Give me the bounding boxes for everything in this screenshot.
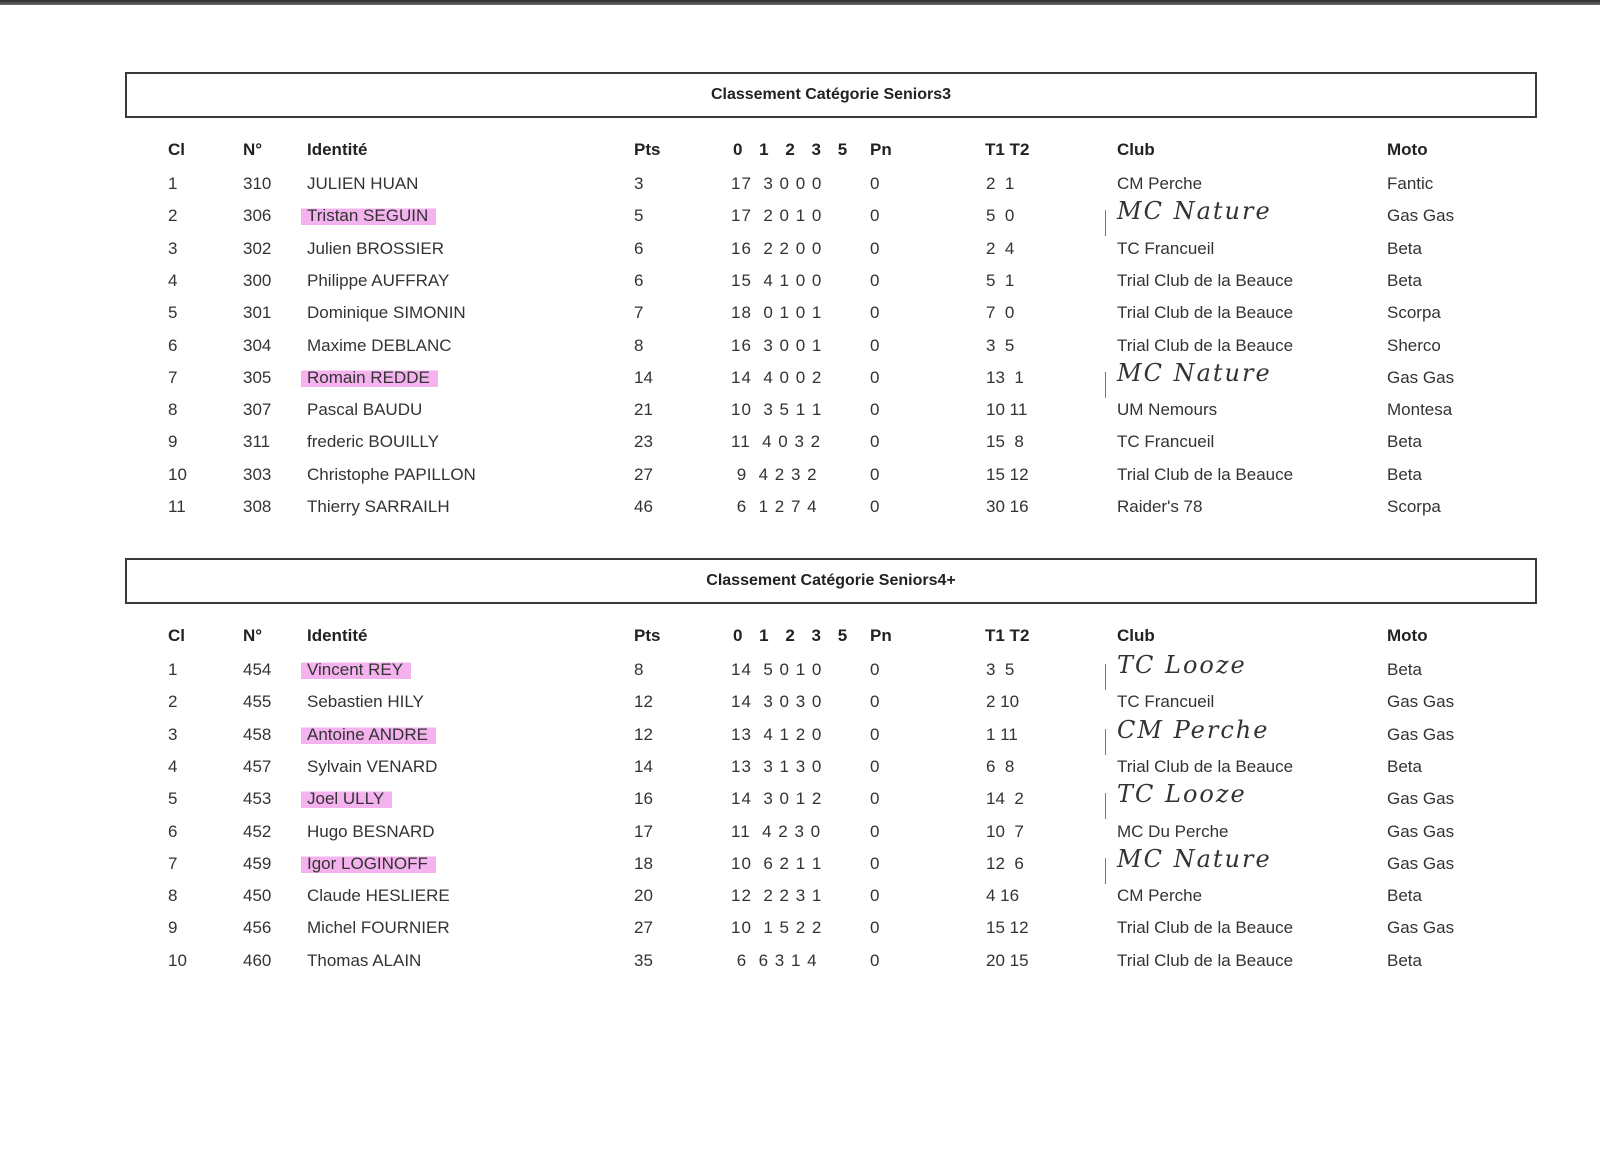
pen-mark — [1105, 858, 1106, 884]
cell-pn: 0 — [870, 950, 880, 970]
cell-pts: 6 — [634, 238, 644, 258]
cell-club: Trial Club de la Beauce — [1117, 303, 1294, 323]
cell-pn: 0 — [870, 270, 880, 290]
cell-t: 6 8 — [986, 756, 1015, 776]
cell-t: 15 12 — [986, 918, 1029, 938]
table-row — [0, 884, 1600, 908]
pen-mark — [1105, 793, 1106, 819]
cell-scores: 14 4 0 0 2 — [731, 367, 823, 387]
cell-identite: Joel ULLY — [301, 787, 392, 811]
cell-club: Trial Club de la Beauce — [1117, 756, 1294, 776]
cell-num: 460 — [243, 950, 272, 970]
cell-club: Trial Club de la Beauce — [1117, 950, 1294, 970]
cell-cl: 7 — [168, 367, 178, 387]
cell-num: 458 — [243, 724, 272, 744]
cell-moto: Gas Gas — [1387, 692, 1455, 712]
cell-num: 305 — [243, 367, 272, 387]
header-moto: Moto — [1387, 140, 1428, 159]
table-row — [0, 495, 1600, 519]
table-row — [0, 780, 1600, 811]
cell-scores: 17 2 0 1 0 — [731, 206, 823, 226]
cell-club: MC Du Perche — [1117, 821, 1229, 841]
scan-edge — [0, 0, 1600, 5]
cell-scores: 11 4 2 3 0 — [731, 821, 822, 841]
cell-pn: 0 — [870, 660, 880, 679]
cell-pn: 0 — [870, 918, 880, 938]
cell-num: 310 — [243, 174, 272, 193]
header-moto: Moto — [1387, 626, 1428, 645]
header-pn: Pn — [870, 626, 892, 645]
cell-t: 12 6 — [986, 853, 1024, 873]
cell-num: 302 — [243, 238, 272, 258]
cell-pts: 27 — [634, 918, 653, 938]
cell-moto: Beta — [1387, 432, 1422, 452]
cell-t: 15 12 — [986, 464, 1029, 484]
cell-pts: 3 — [634, 174, 644, 193]
table-row — [0, 690, 1600, 714]
cell-cl: 1 — [168, 660, 178, 679]
header-num: N° — [243, 626, 263, 645]
cell-cl: 9 — [168, 432, 178, 452]
table-row — [0, 820, 1600, 844]
cell-pn: 0 — [870, 174, 880, 193]
table-row — [0, 334, 1600, 358]
cell-num: 455 — [243, 692, 272, 712]
cell-t: 2 1 — [986, 174, 1015, 193]
cell-club: MC Nature — [1117, 358, 1272, 387]
cell-scores: 14 5 0 1 0 — [731, 660, 823, 679]
cell-t: 1 11 — [986, 724, 1018, 744]
table-row — [0, 916, 1600, 940]
cell-moto: Beta — [1387, 660, 1422, 679]
cell-club: CM Perche — [1117, 886, 1203, 906]
cell-moto: Beta — [1387, 464, 1422, 484]
cell-identite: Michel FOURNIER — [307, 918, 450, 938]
header-cl: Cl — [168, 140, 185, 159]
header-scores: 0 1 2 3 5 — [733, 626, 854, 645]
table-row — [0, 844, 1600, 876]
cell-pts: 8 — [634, 335, 644, 355]
cell-cl: 11 — [168, 497, 186, 516]
header-identite: Identité — [307, 626, 368, 645]
cell-identite: JULIEN HUAN — [307, 174, 419, 193]
cell-cl: 6 — [168, 821, 178, 841]
cell-moto: Beta — [1387, 270, 1422, 290]
cell-scores: 16 3 0 0 1 — [731, 335, 823, 355]
cell-moto: Beta — [1387, 238, 1422, 258]
table-row — [0, 197, 1600, 228]
table-row — [0, 949, 1600, 973]
cell-identite: Vincent REY — [301, 658, 411, 682]
cell-club: TC Francueil — [1117, 238, 1215, 258]
cell-club: UM Nemours — [1117, 400, 1218, 420]
cell-identite: Tristan SEGUIN — [301, 204, 436, 228]
cell-moto: Beta — [1387, 756, 1422, 776]
table-row — [0, 463, 1600, 487]
cell-num: 453 — [243, 789, 272, 809]
cell-t: 15 8 — [986, 432, 1024, 452]
header-pts: Pts — [634, 140, 661, 159]
cell-pn: 0 — [870, 432, 880, 452]
header-club: Club — [1117, 626, 1155, 645]
cell-t: 4 16 — [986, 886, 1020, 906]
cell-pn: 0 — [870, 464, 880, 484]
cell-moto: Gas Gas — [1387, 724, 1455, 744]
header-identite: Identité — [307, 140, 368, 159]
cell-identite: Maxime DEBLANC — [307, 335, 452, 355]
cell-cl: 3 — [168, 724, 178, 744]
cell-pts: 21 — [634, 400, 653, 420]
header-num: N° — [243, 140, 263, 159]
pen-mark — [1105, 210, 1106, 236]
cell-scores: 10 3 5 1 1 — [731, 400, 823, 420]
header-pts: Pts — [634, 626, 661, 645]
cell-scores: 6 1 2 7 4 — [731, 497, 818, 516]
cell-pts: 12 — [634, 724, 653, 744]
table-row — [0, 755, 1600, 779]
cell-num: 300 — [243, 270, 272, 290]
cell-identite: Sebastien HILY — [307, 692, 424, 712]
cell-scores: 12 2 2 3 1 — [731, 886, 823, 906]
cell-cl: 7 — [168, 853, 178, 873]
cell-pn: 0 — [870, 335, 880, 355]
header-t: T1 T2 — [985, 140, 1030, 159]
cell-pn: 0 — [870, 303, 880, 323]
cell-pn: 0 — [870, 756, 880, 776]
cell-identite: frederic BOUILLY — [307, 432, 439, 452]
cell-pts: 35 — [634, 950, 653, 970]
header-cl: Cl — [168, 626, 185, 645]
cell-pts: 6 — [634, 270, 644, 290]
table-row — [0, 172, 1600, 196]
cell-t: 13 1 — [986, 367, 1024, 387]
cell-num: 450 — [243, 886, 272, 906]
cell-t: 14 2 — [986, 789, 1024, 809]
header-pn: Pn — [870, 140, 892, 159]
cell-pn: 0 — [870, 853, 880, 873]
cell-num: 304 — [243, 335, 272, 355]
cell-club: CM Perche — [1117, 174, 1203, 193]
cell-moto: Gas Gas — [1387, 821, 1455, 841]
table-row — [0, 237, 1600, 261]
cell-pts: 20 — [634, 886, 653, 906]
cell-cl: 2 — [168, 692, 178, 712]
cell-t: 3 5 — [986, 660, 1015, 679]
cell-num: 454 — [243, 660, 272, 679]
cell-num: 452 — [243, 821, 272, 841]
cell-pts: 17 — [634, 821, 653, 841]
cell-moto: Sherco — [1387, 335, 1441, 355]
cell-num: 301 — [243, 303, 272, 323]
cell-pn: 0 — [870, 789, 880, 809]
cell-cl: 4 — [168, 270, 178, 290]
cell-num: 306 — [243, 206, 272, 226]
cell-scores: 18 0 1 0 1 — [731, 303, 823, 323]
cell-scores: 15 4 1 0 0 — [731, 270, 823, 290]
cell-pts: 7 — [634, 303, 644, 323]
cell-pts: 18 — [634, 853, 653, 873]
cell-t: 7 0 — [986, 303, 1015, 323]
cell-club: TC Looze — [1117, 651, 1247, 679]
cell-t: 5 0 — [986, 206, 1015, 226]
cell-identite: Dominique SIMONIN — [307, 303, 466, 323]
cell-identite: Julien BROSSIER — [307, 238, 444, 258]
cell-club: MC Nature — [1117, 844, 1272, 873]
cell-pts: 5 — [634, 206, 644, 226]
cell-scores: 11 4 0 3 2 — [731, 432, 822, 452]
header-t: T1 T2 — [985, 626, 1030, 645]
cell-pn: 0 — [870, 206, 880, 226]
table-row — [0, 651, 1600, 682]
cell-identite: Pascal BAUDU — [307, 400, 423, 420]
pen-mark — [1105, 729, 1106, 755]
cell-cl: 9 — [168, 918, 178, 938]
cell-scores: 10 1 5 2 2 — [731, 918, 823, 938]
cell-scores: 13 4 1 2 0 — [731, 724, 823, 744]
cell-cl: 2 — [168, 206, 178, 226]
cell-cl: 6 — [168, 335, 178, 355]
cell-pn: 0 — [870, 692, 880, 712]
cell-pn: 0 — [870, 367, 880, 387]
cell-club: TC Looze — [1117, 780, 1247, 809]
cell-pts: 14 — [634, 756, 653, 776]
cell-identite: Sylvain VENARD — [307, 756, 438, 776]
table-row — [0, 358, 1600, 390]
cell-pn: 0 — [870, 724, 880, 744]
cell-t: 30 16 — [986, 497, 1029, 516]
pen-mark — [1105, 664, 1106, 690]
cell-pts: 27 — [634, 464, 653, 484]
cell-cl: 4 — [168, 756, 178, 776]
cell-moto: Scorpa — [1387, 303, 1441, 323]
cell-moto: Gas Gas — [1387, 789, 1455, 809]
cell-club: Trial Club de la Beauce — [1117, 270, 1294, 290]
cell-cl: 5 — [168, 303, 178, 323]
cell-identite: Philippe AUFFRAY — [307, 270, 450, 290]
cell-pts: 23 — [634, 432, 653, 452]
cell-identite: Hugo BESNARD — [307, 821, 435, 841]
cell-club: Trial Club de la Beauce — [1117, 335, 1294, 355]
cell-moto: Gas Gas — [1387, 206, 1455, 226]
cell-pts: 8 — [634, 660, 644, 679]
cell-num: 459 — [243, 853, 272, 873]
cell-scores: 6 6 3 1 4 — [731, 950, 818, 970]
cell-num: 311 — [243, 432, 271, 452]
cell-club: Trial Club de la Beauce — [1117, 918, 1294, 938]
cell-club: MC Nature — [1117, 197, 1272, 226]
cell-cl: 8 — [168, 886, 178, 906]
cell-num: 307 — [243, 400, 272, 420]
table-header — [0, 624, 1600, 648]
cell-club: TC Francueil — [1117, 432, 1215, 452]
cell-identite: Antoine ANDRE — [301, 723, 436, 747]
cell-t: 2 4 — [986, 238, 1015, 258]
cell-pts: 16 — [634, 789, 653, 809]
cell-cl: 8 — [168, 400, 178, 420]
category-title: Classement Catégorie Seniors3 — [125, 72, 1537, 118]
cell-t: 3 5 — [986, 335, 1015, 355]
cell-moto: Montesa — [1387, 400, 1453, 420]
cell-t: 5 1 — [986, 270, 1015, 290]
cell-num: 303 — [243, 464, 272, 484]
cell-t: 10 7 — [986, 821, 1024, 841]
cell-scores: 14 3 0 3 0 — [731, 692, 823, 712]
cell-club: Raider's 78 — [1117, 497, 1203, 516]
table-row — [0, 715, 1600, 747]
pen-mark — [1105, 372, 1106, 398]
cell-moto: Beta — [1387, 950, 1422, 970]
cell-pn: 0 — [870, 238, 880, 258]
cell-identite: Thierry SARRAILH — [307, 497, 450, 516]
cell-identite: Claude HESLIERE — [307, 886, 450, 906]
cell-club: CM Perche — [1117, 715, 1270, 744]
table-row — [0, 398, 1600, 422]
cell-identite: Christophe PAPILLON — [307, 464, 476, 484]
cell-t: 20 15 — [986, 950, 1029, 970]
cell-pn: 0 — [870, 400, 880, 420]
cell-pn: 0 — [870, 886, 880, 906]
cell-club: TC Francueil — [1117, 692, 1215, 712]
cell-scores: 17 3 0 0 0 — [731, 174, 823, 193]
cell-cl: 10 — [168, 950, 187, 970]
cell-num: 457 — [243, 756, 272, 776]
cell-cl: 10 — [168, 464, 187, 484]
table-row — [0, 269, 1600, 293]
cell-t: 2 10 — [986, 692, 1020, 712]
cell-identite: Thomas ALAIN — [307, 950, 422, 970]
cell-moto: Gas Gas — [1387, 918, 1455, 938]
cell-pts: 14 — [634, 367, 653, 387]
header-scores: 0 1 2 3 5 — [733, 140, 854, 159]
cell-scores: 13 3 1 3 0 — [731, 756, 823, 776]
cell-num: 308 — [243, 497, 272, 516]
cell-num: 456 — [243, 918, 272, 938]
cell-club: Trial Club de la Beauce — [1117, 464, 1294, 484]
cell-moto: Gas Gas — [1387, 367, 1455, 387]
cell-cl: 5 — [168, 789, 178, 809]
cell-pts: 12 — [634, 692, 653, 712]
cell-scores: 14 3 0 1 2 — [731, 789, 823, 809]
cell-identite: Romain REDDE — [301, 366, 438, 390]
cell-scores: 16 2 2 0 0 — [731, 238, 823, 258]
category-title: Classement Catégorie Seniors4+ — [125, 558, 1537, 604]
cell-cl: 3 — [168, 238, 178, 258]
cell-pn: 0 — [870, 497, 880, 516]
cell-t: 10 11 — [986, 400, 1028, 420]
cell-moto: Fantic — [1387, 174, 1434, 193]
table-row — [0, 301, 1600, 325]
cell-identite: Igor LOGINOFF — [301, 852, 436, 876]
table-header — [0, 138, 1600, 162]
cell-cl: 1 — [168, 174, 178, 193]
cell-moto: Gas Gas — [1387, 853, 1455, 873]
cell-scores: 9 4 2 3 2 — [731, 464, 818, 484]
table-row — [0, 430, 1600, 454]
cell-moto: Scorpa — [1387, 497, 1441, 516]
cell-pn: 0 — [870, 821, 880, 841]
header-club: Club — [1117, 140, 1155, 159]
cell-pts: 46 — [634, 497, 653, 516]
cell-moto: Beta — [1387, 886, 1422, 906]
cell-scores: 10 6 2 1 1 — [731, 853, 823, 873]
